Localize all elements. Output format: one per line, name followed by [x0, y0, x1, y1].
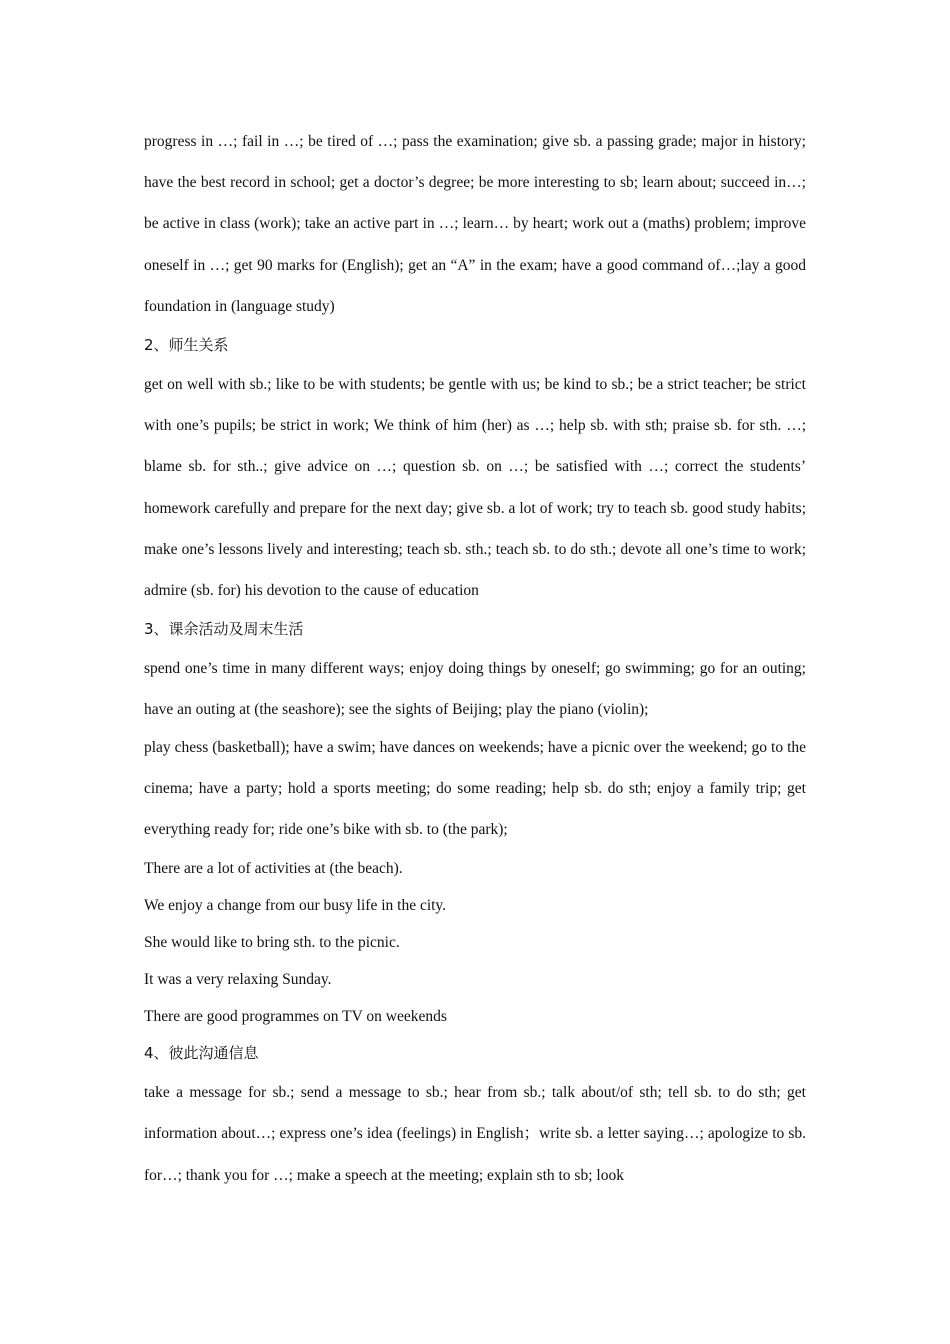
- sentence-bring-to-picnic: She would like to bring sth. to the picnic.: [144, 934, 400, 952]
- paragraph-teacher-student-phrases: get on well with sb.; like to be with students; be gentle with us; be kind to sb.; be a strict teacher; be strict with one’s pupils; be strict in work; We think of him (her) as …; help sb. with sth; praise sb. for sth. …; blame sb. for sth..; give advice on …; question sb. on …; be satisfied with …; correct the students’ homework carefully and prepare for the next day; give sb. a lot of work; try to teach sb. good study habits; make one’s lessons lively and interesting; teach sb. sth.; teach sb. to do sth.; devote all one’s time to work; admire (sb. for) his devotion to the cause of education: [144, 376, 806, 600]
- heading-after-school-activities: 3、课余活动及周末生活: [144, 620, 304, 639]
- sentence-activities-beach: There are a lot of activities at (the beach).: [144, 860, 403, 878]
- sentence-relaxing-sunday: It was a very relaxing Sunday.: [144, 971, 332, 989]
- sentence-change-from-city: We enjoy a change from our busy life in the city.: [144, 897, 447, 915]
- paragraph-activities-phrases-a: spend one’s time in many different ways; enjoy doing things by oneself; go swimming; go for an outing; have an outing at (the seashore); see the sights of Beijing; play the piano (violin);: [144, 660, 806, 719]
- paragraph-activities-phrases-b: play chess (basketball); have a swim; have dances on weekends; have a picnic over the weekend; go to the cinema; have a party; hold a sports meeting; do some reading; help sb. do sth; enjoy a family trip; get everything ready for; ride one’s bike with sb. to (the park);: [144, 738, 806, 839]
- paragraph-communication-phrases: take a message for sb.; send a message to sb.; hear from sb.; talk about/of sth; tell sb. to do sth; get information about…; express one’s idea (feelings) in English；write sb. a letter saying…; apologize to sb. for…; thank you for …; make a speech at the meeting; explain sth to sb; look: [144, 1084, 806, 1184]
- heading-teacher-student-relationship: 2、师生关系: [144, 336, 229, 355]
- heading-communication: 4、彼此沟通信息: [144, 1044, 259, 1063]
- document-body: [144, 121, 806, 1196]
- sentence-tv-programmes: There are good programmes on TV on weekends: [144, 1008, 447, 1026]
- paragraph-study-phrases: progress in …; fail in …; be tired of …; pass the examination; give sb. a passing grade; major in history; have the best record in school; get a doctor’s degree; be more interesting to sb; learn about; succeed in…; be active in class (work); take an active part in …; learn… by heart; work out a (maths) problem; improve oneself in …; get 90 marks for (English); get an “A” in the exam; have a good command of…;lay a good foundation in (language study): [144, 133, 806, 315]
